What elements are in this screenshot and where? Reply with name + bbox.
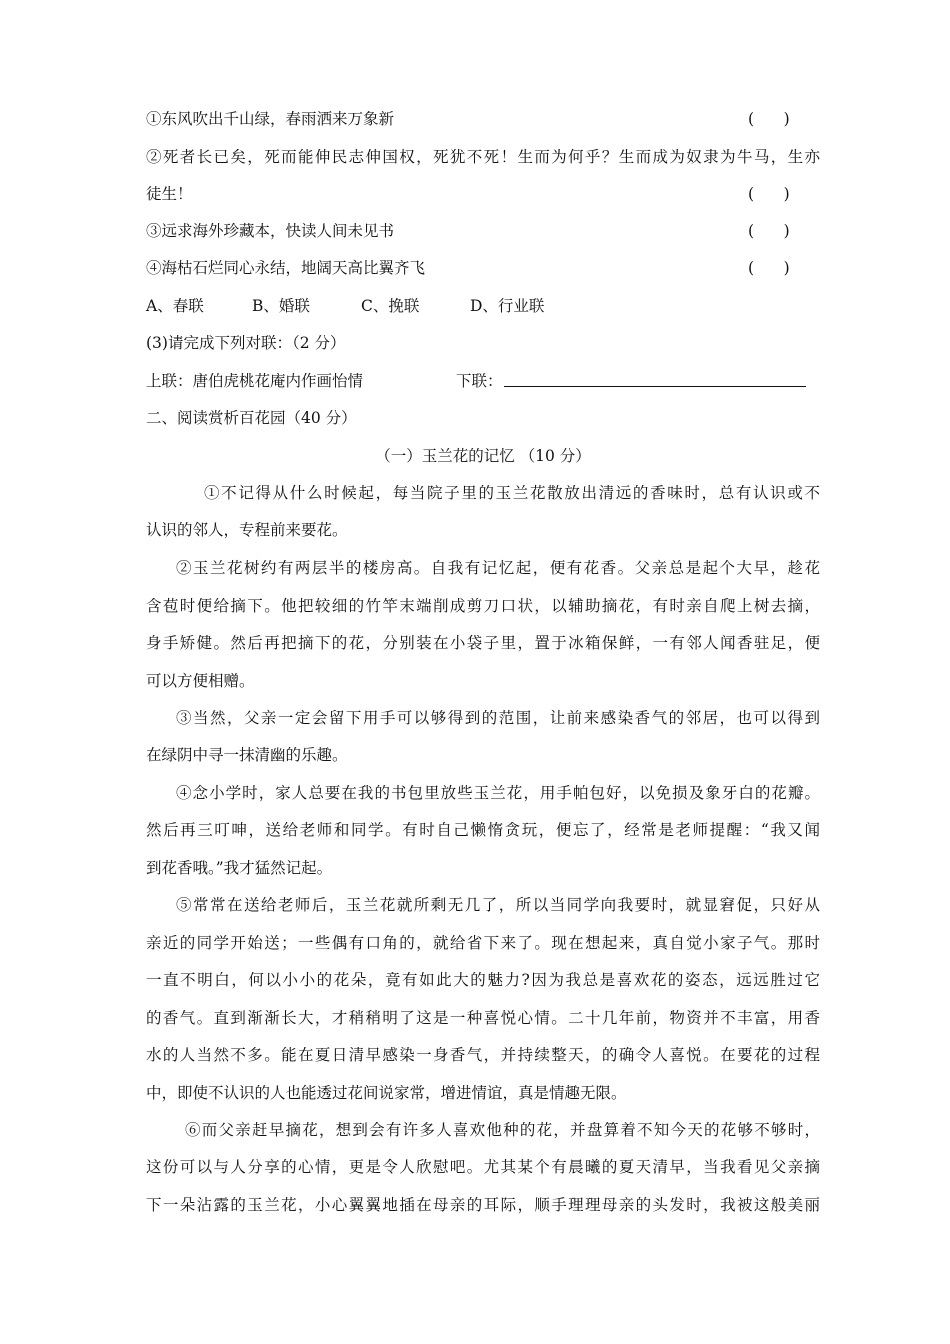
option-b: B、婚联	[252, 297, 310, 315]
upper-couplet: 上联：唐伯虎桃花庵内作画怡情	[146, 372, 364, 390]
passage-line: ③当然，父亲一定会留下用手可以够得到的范围，让前来感染香气的邻居，也可以得到	[176, 709, 820, 727]
passage-line: 下一朵沾露的玉兰花，小心翼翼地插在母亲的耳际，顺手理理母亲的头发时，我被这般美丽	[146, 1196, 820, 1214]
passage-line: 在绿阴中寻一抹清幽的乐趣。	[146, 746, 348, 764]
couplet-item-4: ④海枯石烂同心永结，地阔天高比翼齐飞	[146, 259, 426, 277]
passage-line: 认识的邻人，专程前来要花。	[146, 521, 348, 539]
passage-line: 可以方便相赠。	[146, 672, 255, 690]
section-heading: 二、阅读赏析百花园（40 分）	[146, 409, 357, 427]
passage-title: （一）玉兰花的记忆 （10 分）	[375, 447, 591, 465]
option-a: A、春联	[146, 297, 204, 315]
passage-line: 这份可以与人分享的心情，更是令人欣慰吧。尤其某个有晨曦的夏天清早，当我看见父亲摘	[146, 1158, 820, 1176]
passage-line: 到花香哦。”我才猛然记起。	[146, 859, 333, 877]
answer-paren-4: ( )	[748, 259, 790, 277]
lower-couplet-label: 下联：	[456, 372, 503, 390]
passage-line: 的香气。直到渐渐长大，才稍稍明了这是一种喜悦心情。二十几年前，物资并不丰富，用香	[146, 1009, 820, 1027]
couplet-item-1: ①东风吹出千山绿，春雨洒来万象新	[146, 110, 395, 128]
passage-line: ①不记得从什么时候起，每当院子里的玉兰花散放出清远的香味时，总有认识或不	[204, 484, 820, 502]
passage-line: 水的人当然不多。能在夏日清早感染一身香气，并持续整天，的确令人喜悦。在要花的过程	[146, 1046, 820, 1064]
couplet-item-2-line2: 徒生！	[146, 185, 193, 203]
answer-paren-1: ( )	[748, 110, 790, 128]
passage-line: 亲近的同学开始送；一些偶有口角的，就给省下来了。现在想起来，真自觉小家子气。那时	[146, 934, 820, 952]
passage-line: 中，即使不认识的人也能透过花间说家常，增进情谊，真是情趣无限。	[146, 1084, 627, 1102]
passage-line: ④念小学时，家人总要在我的书包里放些玉兰花，用手帕包好，以免损及象牙白的花瓣。	[176, 784, 820, 802]
passage-line: 身手矫健。然后再把摘下的花，分别装在小袋子里，置于冰箱保鲜，一有邻人闻香驻足，便	[146, 634, 820, 652]
question-3: (3)请完成下列对联：（2 分）	[146, 334, 346, 352]
passage-line: 一直不明白，何以小小的花朵，竟有如此大的魅力?因为我总是喜欢花的姿态，远远胜过它	[146, 971, 820, 989]
passage-line: ②玉兰花树约有两层半的楼房高。自我有记忆起，便有花香。父亲总是起个大早，趁花	[176, 559, 820, 577]
option-d: D、行业联	[470, 297, 545, 315]
passage-line: 然后再三叮呻，送给老师和同学。有时自己懒惰贪玩，便忘了，经常是老师提醒：“我又闻	[146, 821, 820, 839]
passage-line: ⑤常常在送给老师后，玉兰花就所剩无几了，所以当同学向我要时，就显窘促，只好从	[176, 896, 820, 914]
answer-paren-3: ( )	[748, 222, 790, 240]
passage-line: ⑥而父亲赶早摘花，想到会有许多人喜欢他种的花，并盘算着不知今天的花够不够时，	[185, 1121, 820, 1139]
lower-couplet-blank[interactable]	[504, 386, 806, 387]
answer-paren-2: ( )	[748, 185, 790, 203]
couplet-item-3: ③远求海外珍藏本，快读人间未见书	[146, 222, 395, 240]
passage-line: 含苞时便给摘下。他把较细的竹竿末端削成剪刀口状，以辅助摘花，有时亲自爬上树去摘，	[146, 597, 820, 615]
option-c: C、挽联	[361, 297, 420, 315]
couplet-item-2-line1: ②死者长已矣，死而能伸民志伸国权，死犹不死！生而为何乎？生而成为奴隶为牛马，生亦	[146, 148, 820, 166]
